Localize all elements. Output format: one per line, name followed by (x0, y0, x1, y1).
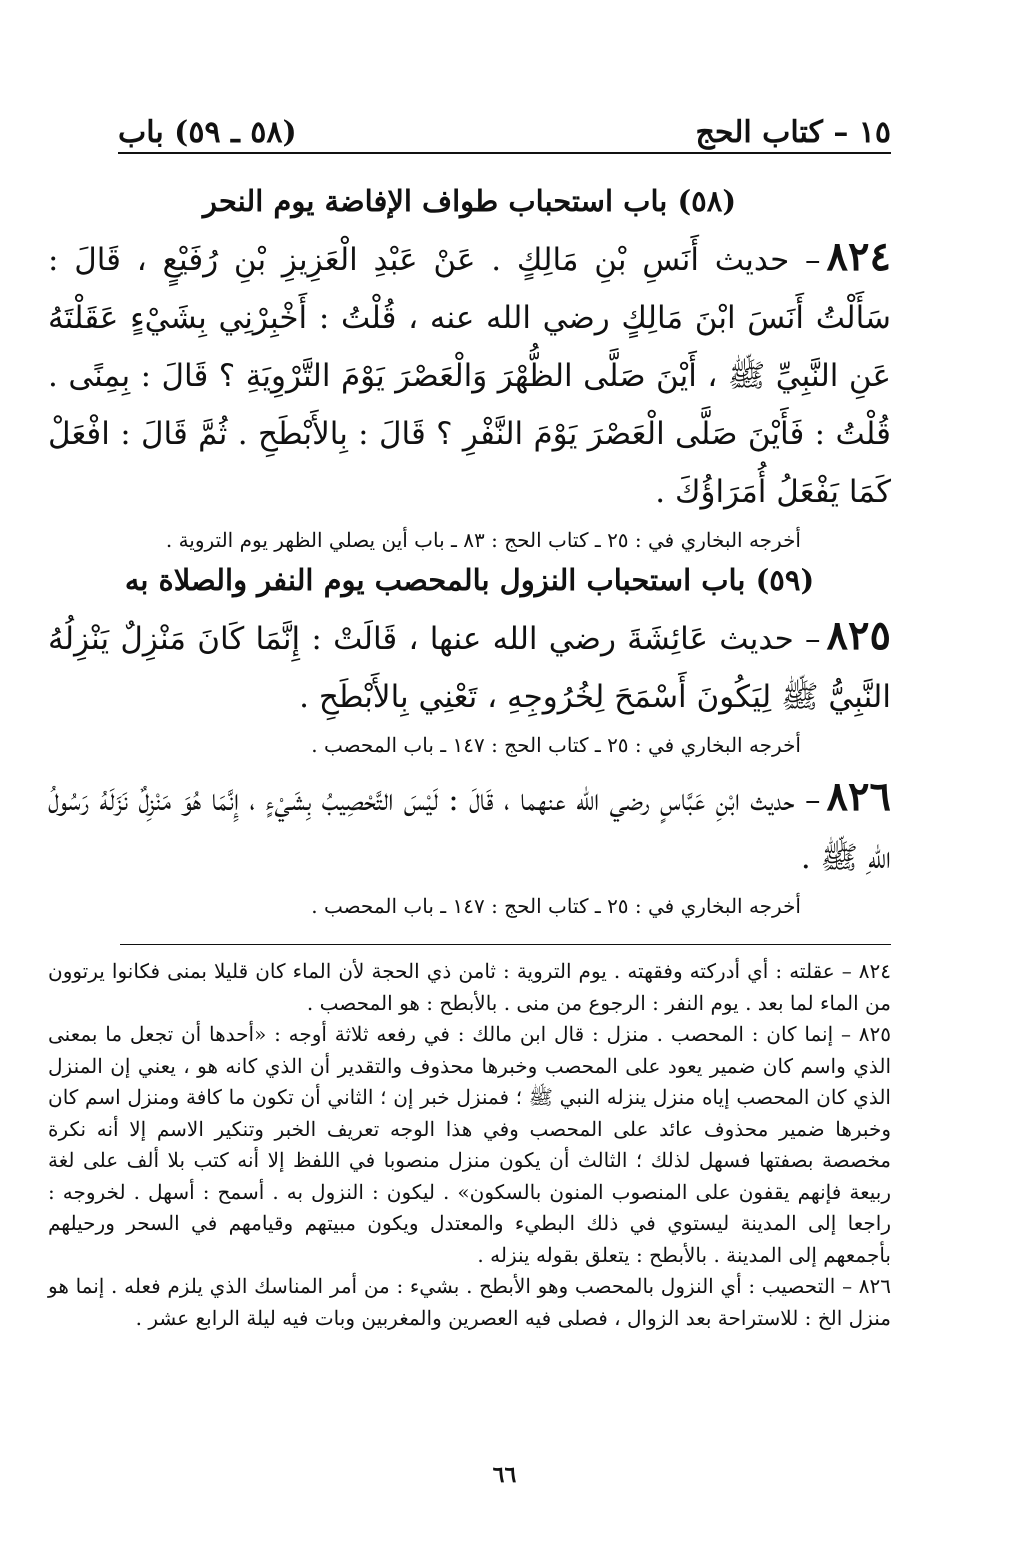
footnote-825: ٨٢٥ – إنما كان : المحصب . منزل : قال ابن مالك : في رفعه ثلاثة أوجه : «أحدها أن تجعل ما بمعنى الذي واسم كان ضمير يعود على المحصب وخبرها محذوف والتقدير أن الذي كانه هو ، يعني إن المنزل الذي كان المحصب إياه منزل ينزله النبي ﷺ ؛ فمنزل خبر إن ؛ الثاني أن تكون ما كافة ومنزل اسم كان وخبرها ضمير محذوف عائد على المحصب وفي هذا الوجه تعريف الخبر وتنكير الاسم إلا أنه نكرة مخصصة بصفتها فسهل لذلك ؛ الثالث أن يكون منزل منصوبا في اللفظ إلا أنه كتب بلا ألف على لغة ربيعة فإنهم يقفون على المنصوب المنون بالسكون» . ليكون : النزول به . أسمح : أسهل . لخروجه : راجعا إلى المدينة ليستوي في ذلك البطيء والمعتدل ويكون مبيتهم وقيامهم في السحر ورحيلهم بأجمعهم إلى المدينة . بالأبطح : يتعلق بقوله ينزله . (48, 1022, 891, 1267)
page-number: ٦٦ (492, 1462, 517, 1488)
chapter-range: (٥٨ ـ ٥٩) باب (118, 115, 297, 150)
section-58 (48, 184, 891, 557)
chapter-title: (٥٨) باب استحباب طواف الإفاضة يوم النحر (202, 184, 737, 218)
running-header (118, 100, 891, 150)
hadith-number: ٨٢٦ (826, 773, 891, 820)
takhrij-note: أخرجه البخاري في : ٢٥ ـ كتاب الحج : ٨٣ ـ باب أين يصلي الظهر يوم التروية . (165, 528, 801, 552)
footnote-rule (120, 944, 891, 945)
hadith-number: ٨٢٥ (826, 612, 891, 659)
hadith-number: ٨٢٤ (826, 233, 891, 280)
hadith-text: – حديث عَائِشَةَ رضي الله عنها ، قَالَتْ : إِنَّمَا كَانَ مَنْزِلٌ يَنْزِلُهُ النَّبِيُّ ﷺ لِيَكُونَ أَسْمَحَ لِخُرُوجِهِ ، تَعْنِي بِالأَبْطَحِ . (48, 621, 891, 715)
book-title: ١٥ – كتاب الحج (695, 115, 891, 150)
hadith-text: – حديث ابْنِ عَبَّاسٍ رضي الله عنهما ، قَالَ : لَيْسَ التَّحْصِيبُ بِشَيْءٍ ، إِنَّمَا هُوَ مَنْزِلٌ نَزَلَهُ رَسُولُ اللهِ ﷺ . (48, 782, 891, 876)
hadith-824 (48, 228, 891, 521)
hadith-text: – حديث أَنَسِ بْنِ مَالِكٍ . عَنْ عَبْدِ الْعَزِيزِ بْنِ رُفَيْعٍ ، قَالَ : سَأَلْتُ أَنَسَ ابْنَ مَالِكٍ رضي الله عنه ، قُلْتُ : أَخْبِرْنِي بِشَيْءٍ عَقَلْتَهُ عَنِ النَّبِيِّ ﷺ ، أَيْنَ صَلَّى الظُّهْرَ وَالْعَصْرَ يَوْمَ التَّرْوِيَةِ ؟ قَالَ : بِمِنًى . قُلْتُ : فَأَيْنَ صَلَّى الْعَصْرَ يَوْمَ النَّفْرِ ؟ قَالَ : بِالأَبْطَحِ . ثُمَّ قَالَ : افْعَلْ كَمَا يَفْعَلُ أُمَرَاؤُكَ . (48, 242, 891, 510)
footnote-826: ٨٢٦ – التحصيب : أي النزول بالمحصب وهو الأبطح . بشيء : من أمر المناسك الذي يلزم فعله . إنما هو منزل الخ : للاستراحة بعد الزوال ، فصلى فيه العصرين والمغربين وبات فيه ليلة الرابع عشر . (48, 1274, 891, 1330)
main-text (48, 178, 891, 929)
hadith-826 (48, 768, 891, 887)
footnote-824: ٨٢٤ – عقلته : أي أدركته وفقهته . يوم التروية : ثامن ذي الحجة لأن الماء كان قليلا بمنى فكانوا يرتوون من الماء لما بعد . يوم النفر : الرجوع من منى . بالأبطح : هو المحصب . (48, 959, 891, 1015)
hadith-825 (48, 607, 891, 726)
section-59 (48, 563, 891, 923)
chapter-title: (٥٩) باب استحباب النزول بالمحصب يوم النفر والصلاة به (124, 563, 815, 597)
takhrij-note: أخرجه البخاري في : ٢٥ ـ كتاب الحج : ١٤٧ ـ باب المحصب . (311, 894, 801, 918)
takhrij-note: أخرجه البخاري في : ٢٥ ـ كتاب الحج : ١٤٧ ـ باب المحصب . (311, 733, 801, 757)
header-rule (118, 152, 891, 154)
footnotes (48, 956, 891, 1334)
